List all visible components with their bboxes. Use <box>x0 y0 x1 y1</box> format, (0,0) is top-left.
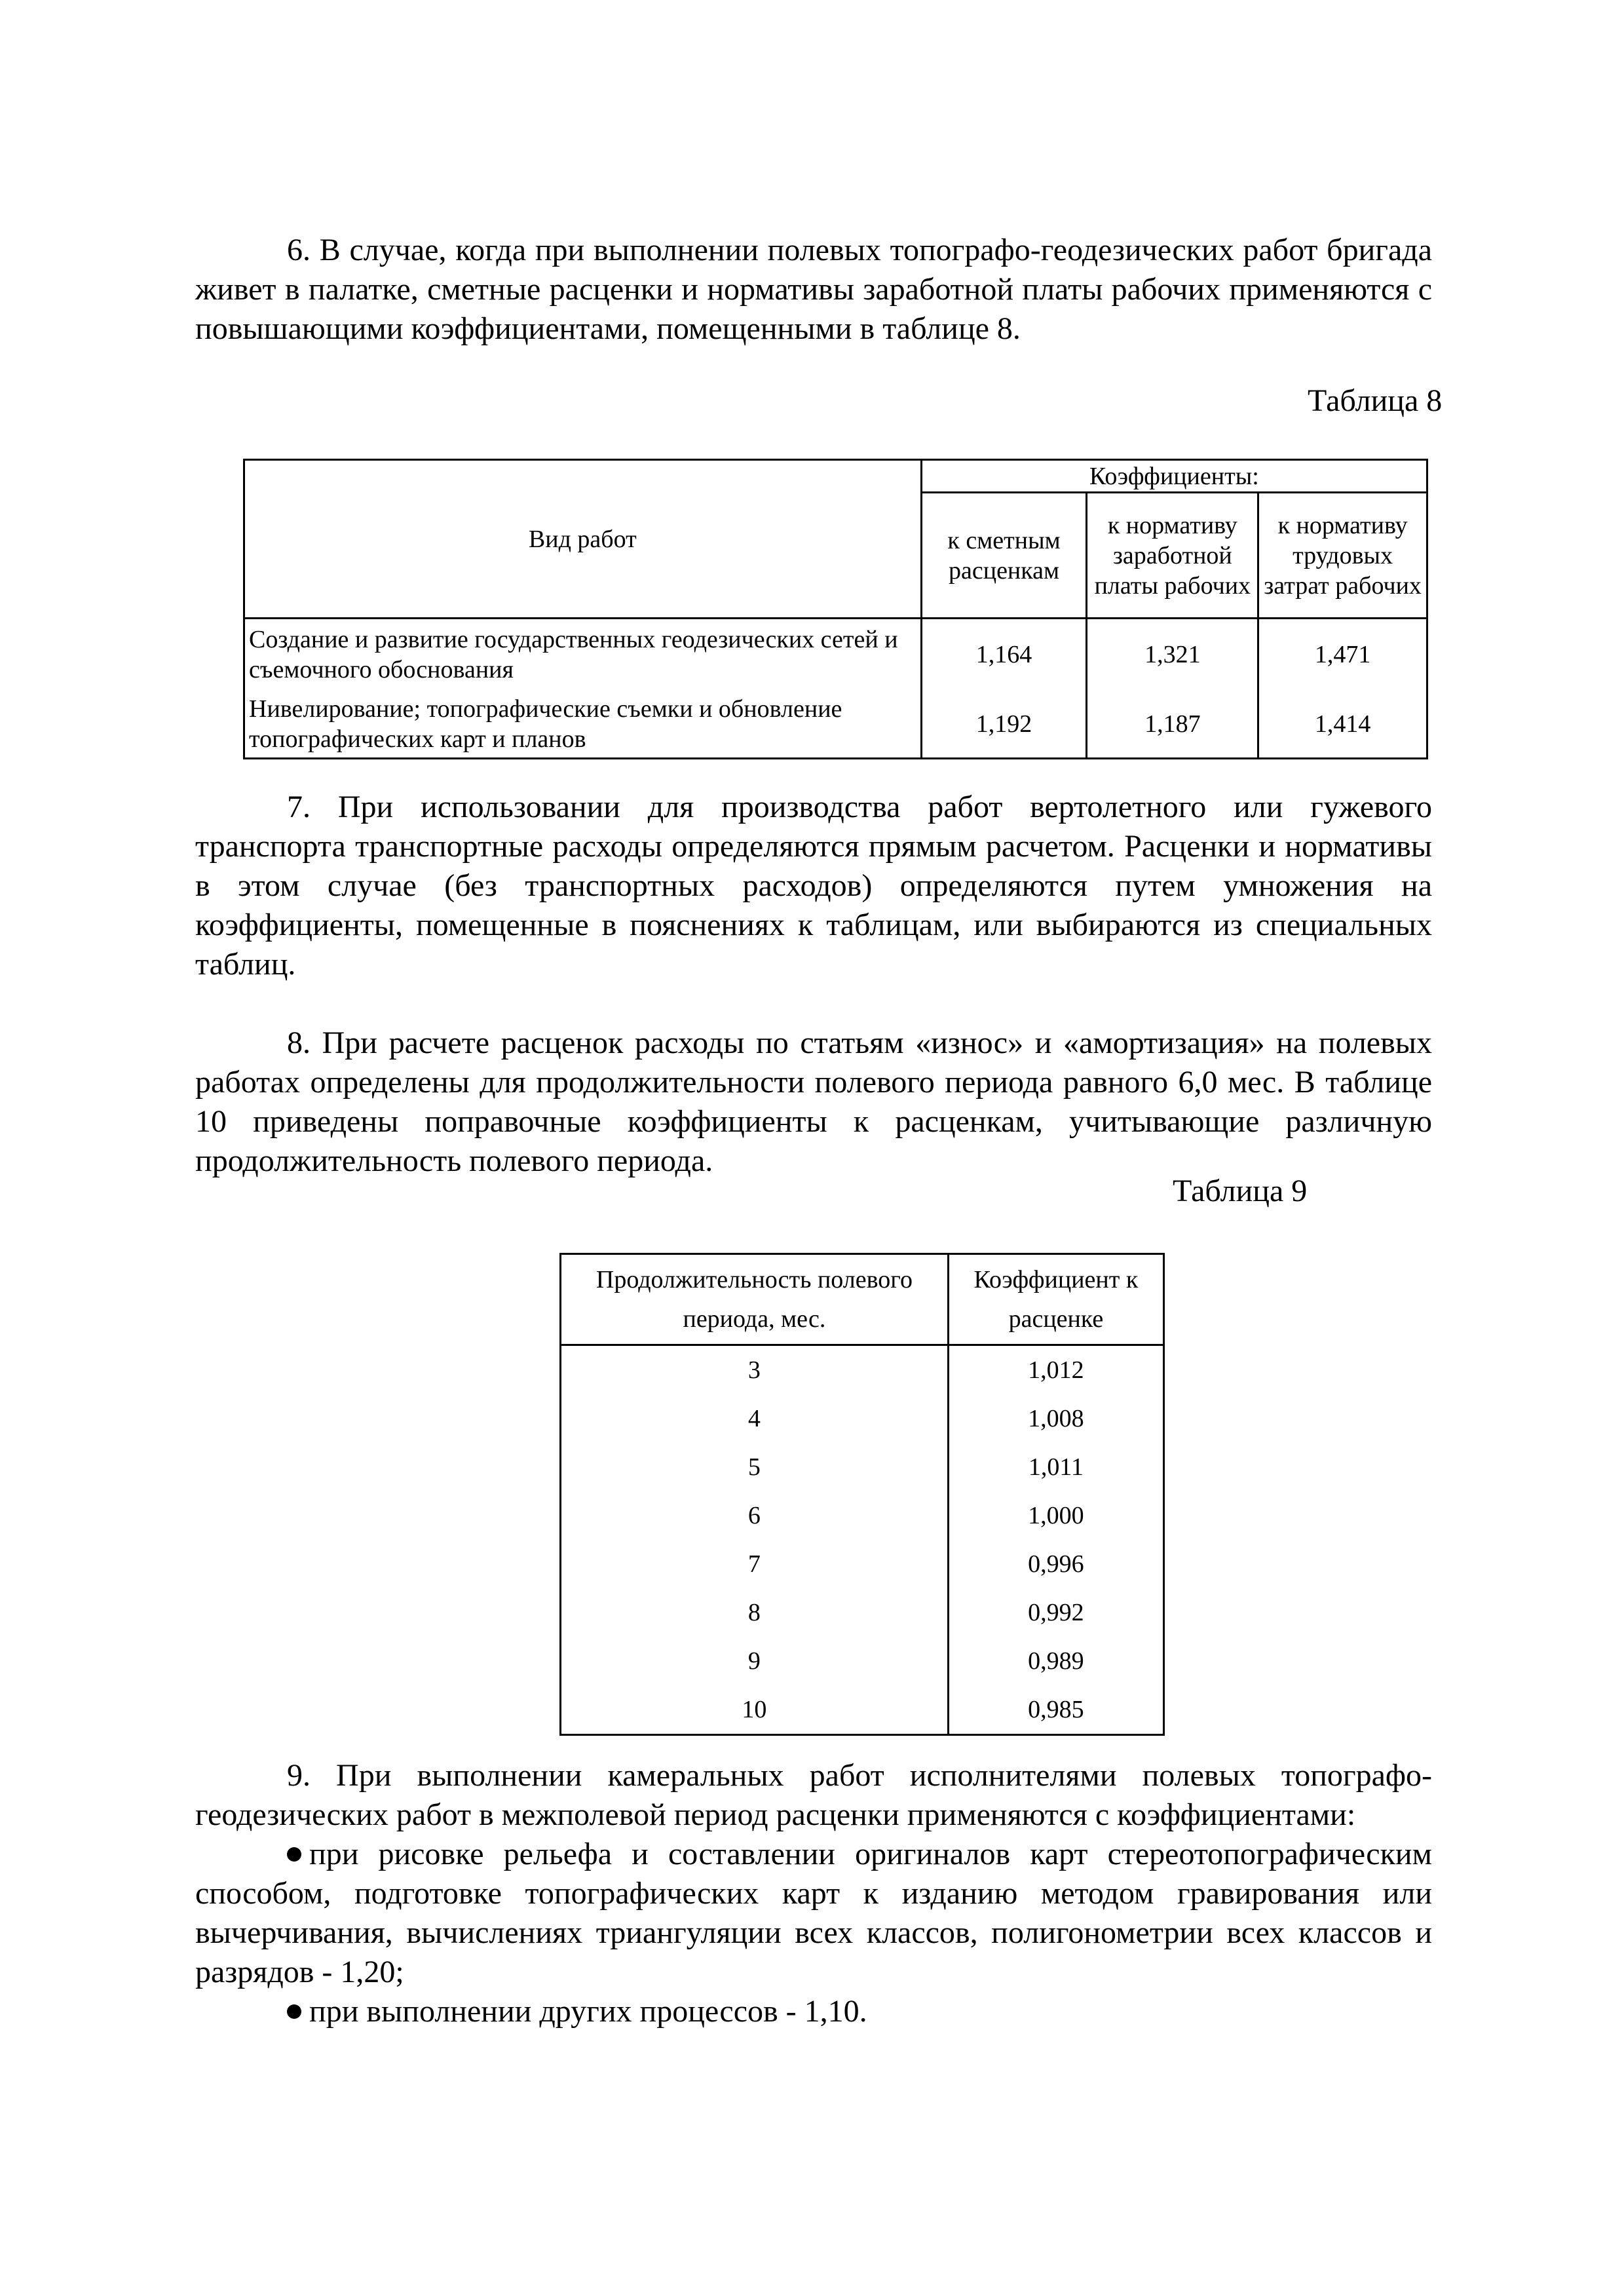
paragraph-8-text: 8. При расчете расценок расходы по статьям «износ» и «амортизация» на полевых работах определены для продолжительности полевого периода равного 6,0 мес. В таблице 10 приведены поправочные коэффициенты к расценкам, учитывающие различную продолжительность полевого периода. <box>195 1025 1432 1178</box>
table8-header-col2: к нормативу заработной платы рабочих <box>1087 493 1258 619</box>
table-row <box>561 1540 1164 1588</box>
table9-header-duration: Продолжительность полевого периода, мес. <box>561 1254 949 1345</box>
table8-row2-c3: 1,414 <box>1258 691 1427 759</box>
table9-coef: 1,008 <box>948 1394 1163 1443</box>
table9-coef: 1,012 <box>948 1345 1163 1395</box>
table9-coef: 0,996 <box>948 1540 1163 1588</box>
table9-caption: Таблица 9 <box>1173 1174 1308 1208</box>
bullet-icon <box>287 2004 301 2019</box>
table9-months: 8 <box>561 1588 949 1637</box>
paragraph-9 <box>195 1756 1432 1835</box>
table-row <box>244 691 1427 759</box>
table-row <box>561 1491 1164 1540</box>
table-row <box>561 1394 1164 1443</box>
table8-header-coefficients: Коэффициенты: <box>921 460 1427 493</box>
table8-row2-work: Нивелирование; топографические съемки и обновление топографических карт и планов <box>244 691 922 759</box>
table8-header-col1: к сметным расценкам <box>921 493 1087 619</box>
table9-coef: 0,989 <box>948 1637 1163 1685</box>
table8-header-col3: к нормативу трудовых затрат рабочих <box>1258 493 1427 619</box>
table8-row2-c2: 1,187 <box>1087 691 1258 759</box>
table9-coef: 1,000 <box>948 1491 1163 1540</box>
paragraph-7 <box>195 788 1432 984</box>
table8-header-work: Вид работ <box>244 460 922 619</box>
table9-header-coef: Коэффициент к расценке <box>948 1254 1163 1345</box>
table-row <box>561 1685 1164 1735</box>
table-8 <box>243 459 1428 759</box>
table9-months: 10 <box>561 1685 949 1735</box>
table8-row1-work: Создание и развитие государственных геодезических сетей и съемочного обоснования <box>244 619 922 691</box>
bullet-item-2-text: при выполнении других процессов - 1,10. <box>309 1994 867 2029</box>
paragraph-9-text: 9. При выполнении камеральных работ исполнителями полевых топографо-геодезических работ в межполевой период расценки применяются с коэффициентами: <box>195 1758 1432 1832</box>
table8-caption: Таблица 8 <box>1308 383 1443 418</box>
table-row <box>561 1345 1164 1395</box>
table-row <box>244 619 1427 691</box>
bullet-icon <box>287 1847 301 1862</box>
bullet-item-2 <box>195 1992 1432 2031</box>
table-9 <box>559 1253 1165 1736</box>
table-row <box>561 1588 1164 1637</box>
table9-months: 5 <box>561 1443 949 1491</box>
table-row <box>561 1637 1164 1685</box>
paragraph-6 <box>195 231 1432 349</box>
bullet-item-1 <box>195 1835 1432 1992</box>
table9-coef: 1,011 <box>948 1443 1163 1491</box>
table-row <box>561 1443 1164 1491</box>
table8-row1-c2: 1,321 <box>1087 619 1258 691</box>
table9-months: 4 <box>561 1394 949 1443</box>
table9-months: 9 <box>561 1637 949 1685</box>
table8-row1-c3: 1,471 <box>1258 619 1427 691</box>
table9-months: 7 <box>561 1540 949 1588</box>
paragraph-7-text: 7. При использовании для производства работ вертолетного или гужевого транспорта транспортные расходы определяются прямым расчетом. Расценки и нормативы в этом случае (без транспортных расходов) определяются путем умножения на коэффициенты, помещенные в пояснениях к таблицам, или выбираются из специальных таблиц. <box>195 790 1432 982</box>
table9-months: 6 <box>561 1491 949 1540</box>
paragraph-8 <box>195 1024 1432 1181</box>
table8-row1-c1: 1,164 <box>921 619 1087 691</box>
bullet-item-1-text: при рисовке рельефа и составлении оригиналов карт стереотопографическим способом, подготовке топографических карт к изданию методом гравирования или вычерчивания, вычислениях триангуляции всех классов, полигонометрии всех классов и разрядов - 1,20; <box>195 1837 1432 1989</box>
table9-coef: 0,985 <box>948 1685 1163 1735</box>
table9-coef: 0,992 <box>948 1588 1163 1637</box>
table9-months: 3 <box>561 1345 949 1395</box>
paragraph-6-text: 6. В случае, когда при выполнении полевых топографо-геодезических работ бригада живет в палатке, сметные расценки и нормативы заработной платы рабочих применяются с повышающими коэффициентами, помещенными в таблице 8. <box>195 233 1432 346</box>
table8-row2-c1: 1,192 <box>921 691 1087 759</box>
